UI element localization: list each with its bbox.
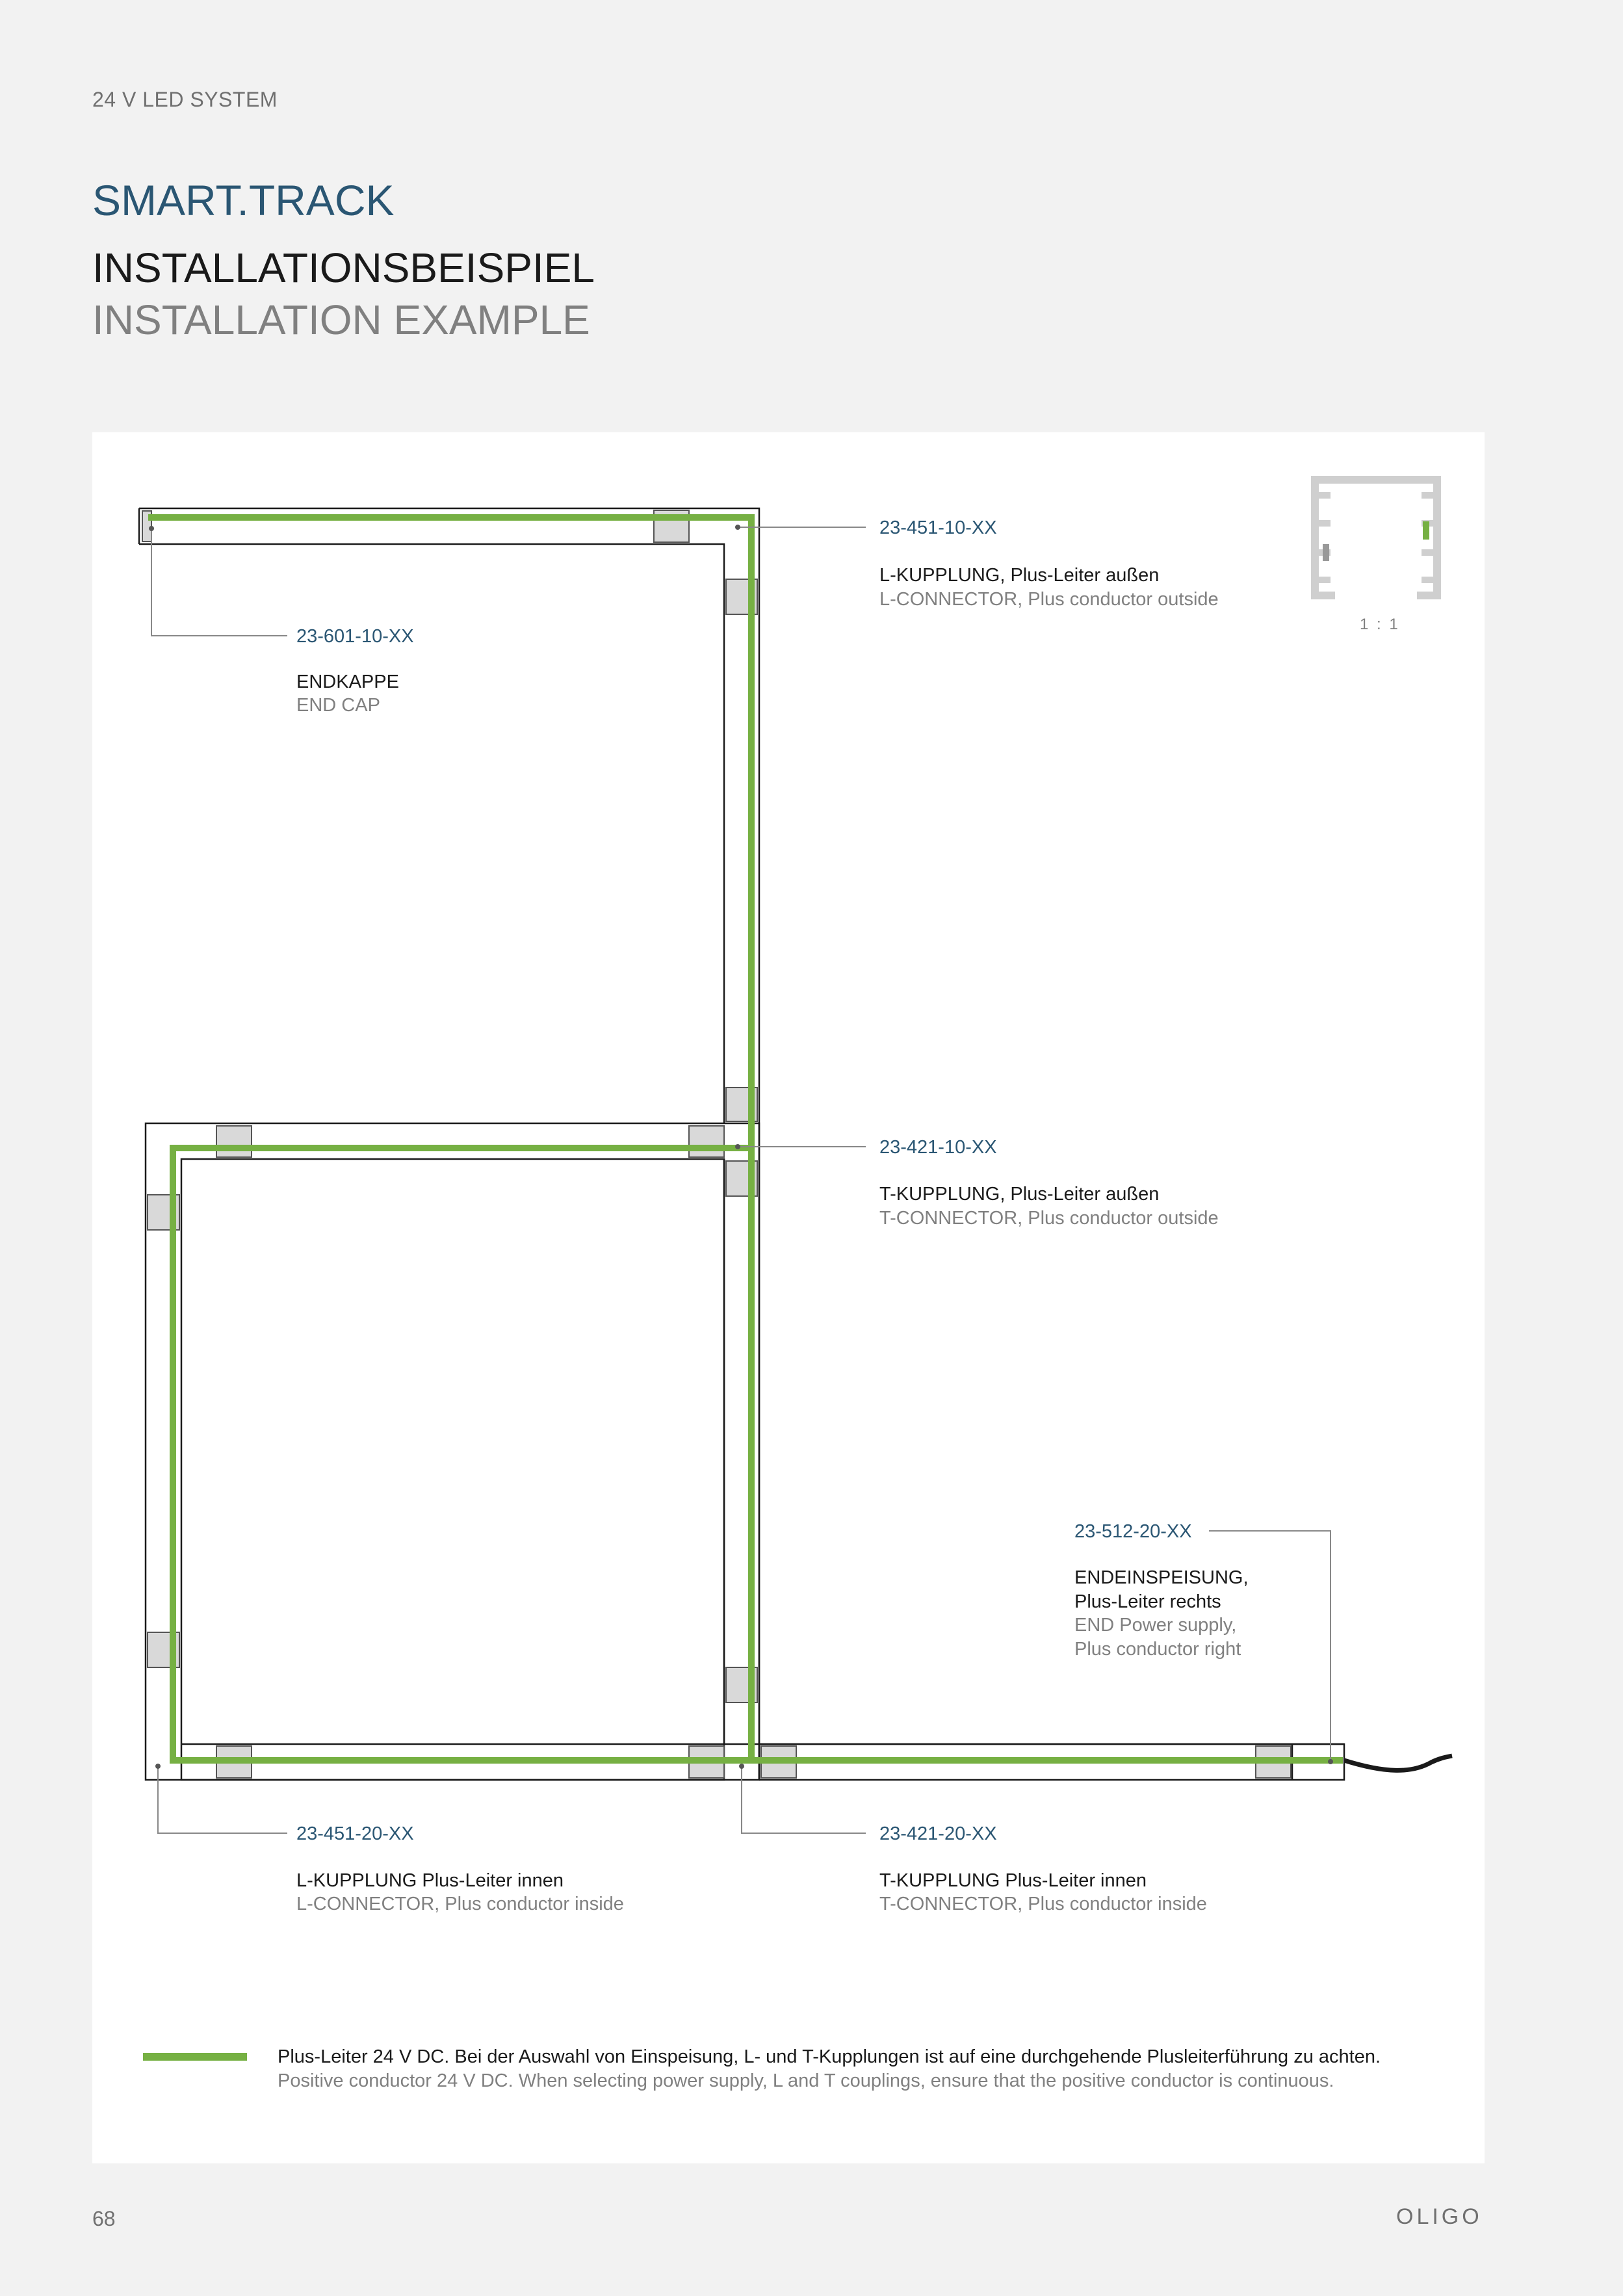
leader-dot <box>155 1764 161 1769</box>
brand-title: SMART.TRACK <box>92 176 395 224</box>
leader-t-inner <box>742 1766 866 1833</box>
l-inner-code: 23-451-20-XX <box>296 1823 414 1844</box>
endcap-label-en: END CAP <box>296 695 380 716</box>
t-outer-label-en: T-CONNECTOR, Plus conductor outside <box>879 1208 1219 1229</box>
connector-block <box>689 1126 724 1157</box>
leader-dot <box>149 526 154 531</box>
page-number: 68 <box>92 2207 116 2230</box>
l-inner-label-en: L-CONNECTOR, Plus conductor inside <box>296 1894 624 1914</box>
l-outer-label-de: L-KUPPLUNG, Plus-Leiter außen <box>879 565 1160 586</box>
page-title-english: INSTALLATION EXAMPLE <box>92 296 590 343</box>
t-outer-code: 23-421-10-XX <box>879 1137 997 1158</box>
label-l-connector-outside <box>879 517 1219 610</box>
endcap-code: 23-601-10-XX <box>296 626 414 647</box>
power-code: 23-512-20-XX <box>1074 1521 1192 1542</box>
track-top-upper <box>139 508 759 1123</box>
installation-diagram <box>92 432 1485 2163</box>
t-inner-label-de: T-KUPPLUNG Plus-Leiter innen <box>879 1870 1147 1891</box>
power-label-de-1: ENDEINSPEISUNG, <box>1074 1567 1249 1588</box>
label-l-connector-inside <box>296 1823 624 1914</box>
conductor-legend-swatch <box>143 2053 247 2061</box>
track-left-box-inner <box>181 1159 724 1780</box>
label-t-connector-inside <box>879 1823 1207 1914</box>
brand-logo: OLIGO <box>1396 2204 1483 2229</box>
track-top-lower <box>139 544 724 1123</box>
legend-text-de: Plus-Leiter 24 V DC. Bei der Auswahl von Einspeisung, L- und T-Kupplungen ist auf eine durchgehende Plusleiterführung zu achten. <box>278 2046 1381 2067</box>
leader-dot <box>735 1144 740 1149</box>
t-inner-code: 23-421-20-XX <box>879 1823 997 1844</box>
diagram-panel <box>92 432 1485 2163</box>
endcap-label-de: ENDKAPPE <box>296 672 399 692</box>
track-left-box-outer <box>146 1123 759 1780</box>
legend-text-en: Positive conductor 24 V DC. When selecting power supply, L and T couplings, ensure that the positive conductor is continuous. <box>278 2070 1334 2091</box>
t-outer-label-de: T-KUPPLUNG, Plus-Leiter außen <box>879 1184 1160 1205</box>
power-cable <box>1344 1756 1452 1770</box>
label-power-supply <box>1074 1521 1249 1660</box>
power-label-en-1: END Power supply, <box>1074 1615 1237 1636</box>
l-outer-label-en: L-CONNECTOR, Plus conductor outside <box>879 589 1219 610</box>
leader-dot <box>735 525 740 530</box>
power-label-en-2: Plus conductor right <box>1074 1639 1241 1660</box>
l-outer-code: 23-451-10-XX <box>879 517 997 538</box>
t-inner-label-en: T-CONNECTOR, Plus conductor inside <box>879 1894 1207 1914</box>
leader-dot <box>739 1764 744 1769</box>
power-label-de-2: Plus-Leiter rechts <box>1074 1591 1221 1612</box>
profile-cross-section <box>1311 476 1441 633</box>
section-label: 24 V LED SYSTEM <box>92 88 278 111</box>
leader-dot <box>1328 1759 1333 1764</box>
label-t-connector-outside <box>879 1137 1219 1229</box>
profile-scale: 1 : 1 <box>1360 616 1400 633</box>
l-inner-label-de: L-KUPPLUNG Plus-Leiter innen <box>296 1870 564 1891</box>
connector-block <box>216 1126 252 1157</box>
label-endcap <box>296 626 414 716</box>
page-title-german: INSTALLATIONSBEISPIEL <box>92 244 595 291</box>
